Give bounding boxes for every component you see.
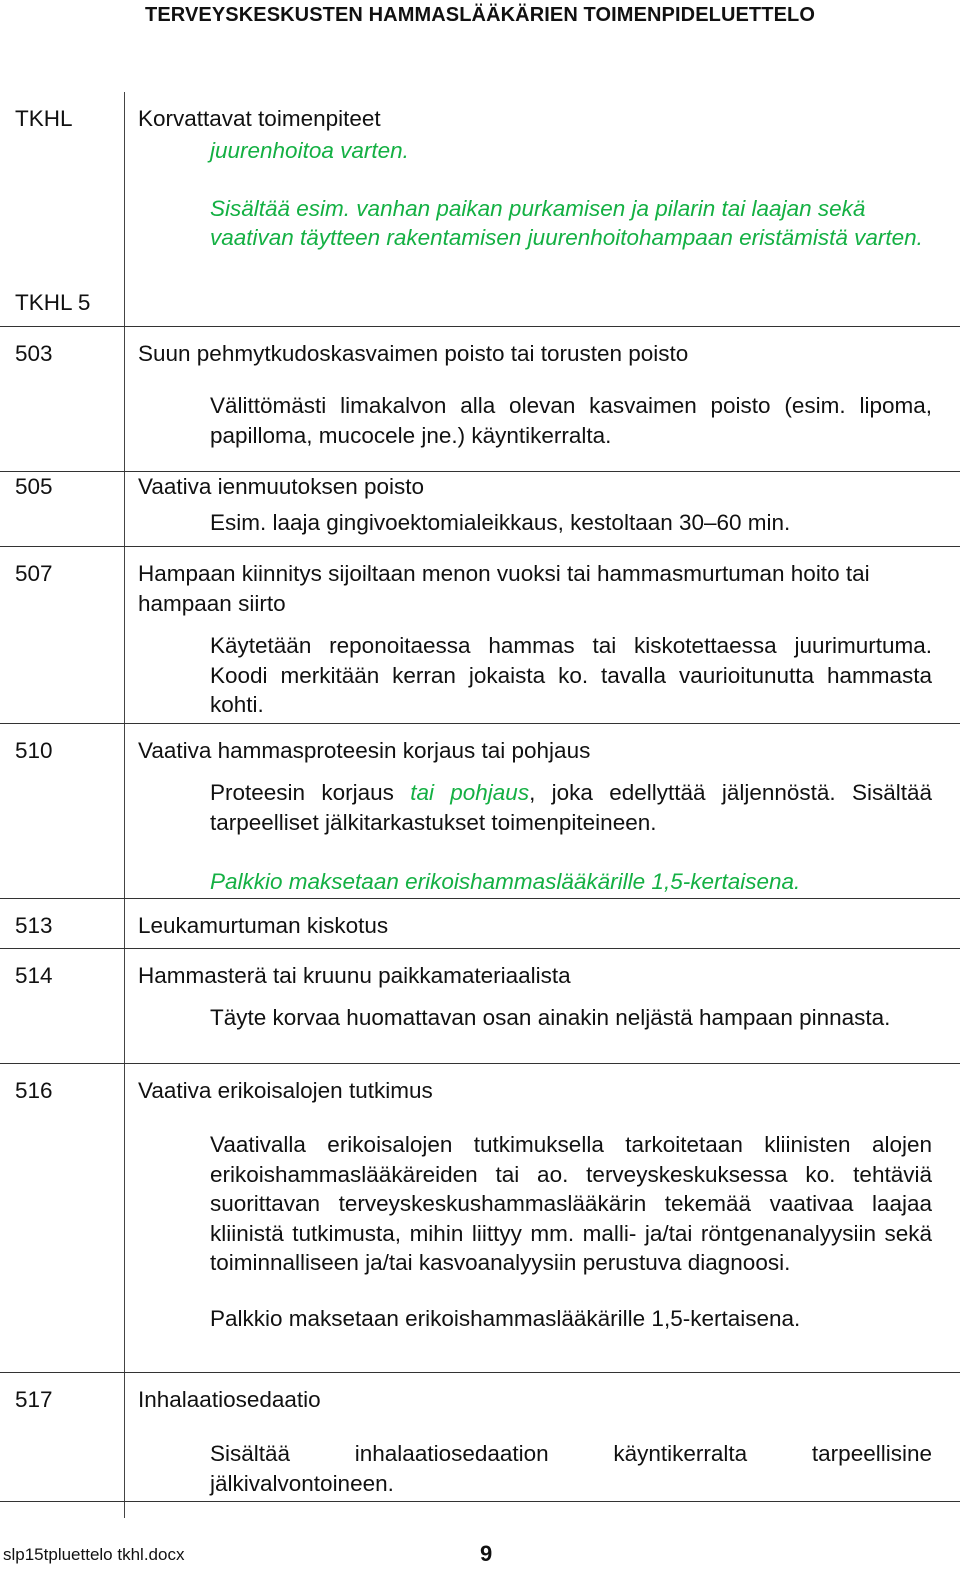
- procedure-row-514: [0, 949, 960, 1064]
- procedure-description: Vaativalla erikoisalojen tutkimuksella tarkoitetaan kliinisten alojen erikoishammaslääkäreiden tai ao. terveyskeskuksessa ko. tehtäviä suorittavan terveyskeskushammaslääkärin tekemää vaativaa laajaa kliinistä tutkimusta, mihin liittyy mm. malli- ja/tai röntgenanalyysiin sekä toiminnalliseen ja/tai kasvoanalyysiin perustuva diagnoosi.: [210, 1132, 932, 1275]
- added-text: tai pohjaus: [410, 780, 530, 805]
- procedure-row-513: [0, 899, 960, 949]
- table-head-row: [0, 92, 960, 327]
- procedure-row-510: [0, 724, 960, 899]
- procedure-row-505: [0, 472, 960, 547]
- procedure-code: 507: [15, 561, 53, 586]
- procedure-title: Suun pehmytkudoskasvaimen poisto tai torusten poisto: [138, 341, 689, 366]
- procedure-title: Hammasterä tai kruunu paikkamateriaalista: [138, 963, 571, 988]
- page-number: 9: [480, 1541, 493, 1566]
- fee-note: Palkkio maksetaan erikoishammaslääkärille 1,5-kertaisena.: [210, 869, 801, 894]
- procedure-row-516: [0, 1064, 960, 1373]
- code-column-header: TKHL: [15, 106, 73, 131]
- description-text-cont: , joka edellyttää jäljennöstä. Sisältää tarpeelliset jälkitarkastukset toimenpiteineen.: [210, 780, 932, 835]
- continued-text: juurenhoitoa varten.: [210, 138, 409, 163]
- procedure-title: Leukamurtuman kiskotus: [138, 913, 389, 938]
- procedure-code: 517: [15, 1387, 53, 1412]
- procedure-row-507: [0, 547, 960, 724]
- procedure-title: Vaativa ienmuutoksen poisto: [138, 474, 425, 499]
- procedure-code: 503: [15, 341, 53, 366]
- procedure-row-503: [0, 327, 960, 472]
- procedure-description: Käytetään reponoitaessa hammas tai kiskotettaessa juurimurtuma. Koodi merkitään kerran jokaista ko. tavalla vaurioitunutta hammasta kohti.: [210, 633, 932, 717]
- footer-filename: slp15tpluettelo tkhl.docx: [3, 1545, 185, 1564]
- title-column-header: Korvattavat toimenpiteet: [138, 106, 381, 131]
- procedure-description: Esim. laaja gingivoektomialeikkaus, kestoltaan 30–60 min.: [210, 510, 791, 535]
- procedure-code: 513: [15, 913, 53, 938]
- procedure-description: [210, 778, 932, 837]
- procedure-description: Täyte korvaa huomattavan osan ainakin neljästä hampaan pinnasta.: [210, 1005, 891, 1030]
- procedure-code: 516: [15, 1078, 53, 1103]
- procedure-row-517: [0, 1373, 960, 1502]
- description-text: Proteesin korjaus: [210, 780, 411, 805]
- procedure-title: Hampaan kiinnitys sijoiltaan menon vuoksi tai hammasmurtuman hoito tai hampaan siirto: [138, 561, 870, 616]
- continued-code: TKHL 5: [15, 290, 91, 315]
- fee-note: Palkkio maksetaan erikoishammaslääkärille 1,5-kertaisena.: [210, 1305, 801, 1331]
- page-header: TERVEYSKESKUSTEN HAMMASLÄÄKÄRIEN TOIMENPIDELUETTELO: [145, 4, 815, 26]
- procedure-description: Välittömästi limakalvon alla olevan kasvaimen poisto (esim. lipoma, papilloma, mucocele jne.) käyntikerralta.: [210, 393, 932, 448]
- procedure-title: Vaativa erikoisalojen tutkimus: [138, 1078, 433, 1103]
- procedure-code: 514: [15, 963, 53, 988]
- procedure-code: 510: [15, 738, 53, 763]
- procedure-description: Sisältää inhalaatiosedaation käyntikerralta tarpeellisine jälkivalvontoineen.: [210, 1441, 932, 1496]
- procedure-title: Inhalaatiosedaatio: [138, 1387, 321, 1412]
- procedure-title: Vaativa hammasproteesin korjaus tai pohjaus: [138, 738, 591, 763]
- procedure-table: [0, 92, 960, 1502]
- procedure-code: 505: [15, 474, 53, 499]
- continued-description: Sisältää esim. vanhan paikan purkamisen ja pilarin tai laajan sekä vaativan täytteen rakentamisen juurenhoitohampaan eristämistä varten.: [210, 195, 923, 250]
